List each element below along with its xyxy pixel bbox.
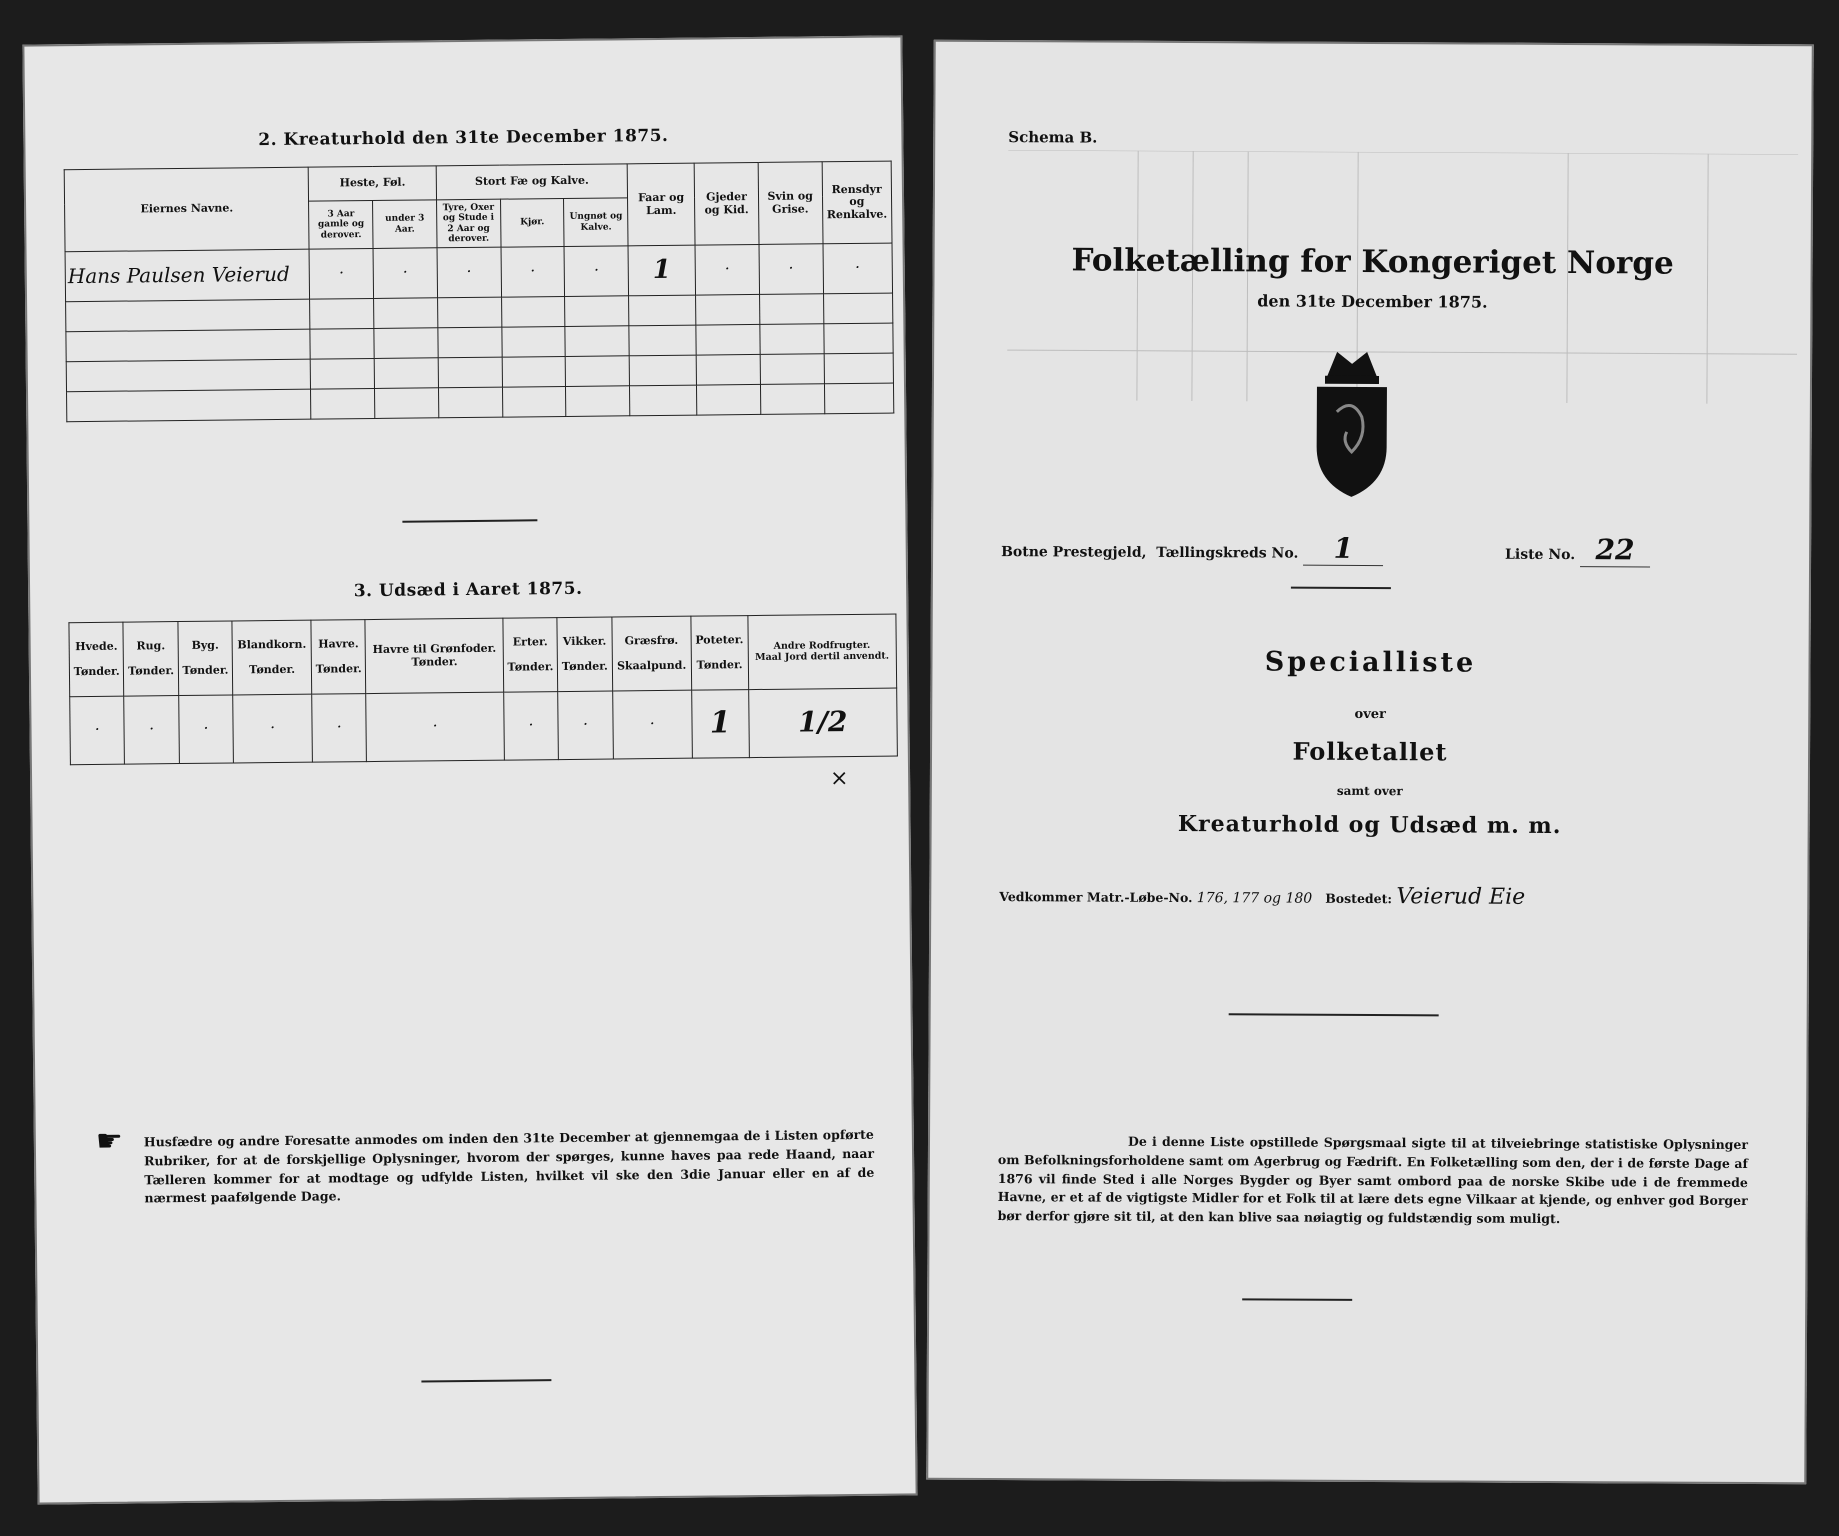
col-horses-under3: under 3 Aar. [373, 200, 437, 249]
seed-col-header: Blandkorn. Tønder. [232, 620, 312, 695]
seed-cell: · [504, 692, 559, 761]
seed-col-header: Havre. Tønder. [311, 620, 366, 695]
subtitle: den 31te December 1875. [1257, 291, 1488, 312]
divider [1291, 587, 1391, 589]
col-horses: Heste, Føl. [309, 166, 437, 201]
seed-col-header: Erter. Tønder. [503, 618, 558, 693]
special-title: Specialliste [1264, 646, 1477, 679]
divider [421, 1379, 551, 1382]
table-row [65, 243, 892, 302]
seed-cell: 1/2 [748, 688, 897, 758]
divider [402, 519, 537, 522]
livestock-cell: · [309, 248, 373, 299]
check-mark: × [829, 766, 849, 792]
livestock-table [64, 161, 895, 423]
owner-name: Hans Paulsen Veierud [65, 249, 310, 302]
col-owner: Eiernes Navne. [64, 167, 309, 252]
seed-cell: · [233, 694, 313, 763]
livestock-cell: · [501, 246, 565, 297]
seed-col-header: Græsfrø. Skaalpund. [612, 616, 692, 691]
livestock-cell: · [437, 247, 501, 298]
seed-col-header: Byg. Tønder. [178, 621, 233, 696]
livestock-cell: · [373, 248, 437, 299]
livestock-cell: · [759, 244, 823, 295]
col-goats: Gjeder og Kid. [694, 162, 759, 245]
matr-line: Vedkommer Matr.-Løbe-No. 176, 177 og 180 Bostedet: Veierud Eie [999, 884, 1526, 910]
seed-col-header: Havre til Grønfoder. Tønder. [365, 618, 503, 693]
section2-title: 2. Kreaturhold den 31te December 1875. [258, 125, 669, 151]
seed-col-header: Hvede. Tønder. [69, 622, 124, 697]
seed-cell: · [558, 691, 613, 760]
right-page [926, 40, 1814, 1485]
col-cattle-cows: Kjør. [500, 198, 564, 247]
district-line: Botne Prestegjeld, Tællingskreds No. 1 Liste No. 22 [1001, 530, 1650, 567]
schema-label: Schema B. [1008, 128, 1098, 147]
seed-col-header: Andre Rodfrugter. Maal Jord dertil anvendt. [747, 614, 896, 690]
coat-of-arms-icon [1296, 342, 1407, 503]
seed-cell: · [366, 692, 504, 761]
col-cattle-bulls: Tyre, Oxer og Stude i 2 Aar og derover. [436, 199, 500, 248]
seed-cell: 1 [692, 690, 749, 759]
livestock-cell: 1 [628, 245, 695, 296]
divider [1242, 1298, 1352, 1301]
seed-col-header: Vikker. Tønder. [557, 617, 612, 692]
seed-table [68, 614, 897, 766]
folketallet-text: Folketallet [1292, 736, 1448, 767]
pointing-hand-icon: ☛ [95, 1123, 123, 1159]
seed-cell: · [312, 694, 367, 763]
seed-cell: · [70, 696, 125, 765]
col-horses-3plus: 3 Aar gamle og derover. [309, 200, 373, 249]
col-cattle-young: Ungnøt og Kalve. [564, 198, 628, 247]
seed-cell: · [124, 696, 179, 765]
seed-cell: · [612, 690, 692, 759]
seed-col-header: Rug. Tønder. [123, 622, 178, 697]
livestock-cell: · [695, 244, 759, 295]
seed-col-header: Poteter. Tønder. [691, 616, 748, 691]
col-sheep: Faar og Lam. [627, 163, 695, 246]
main-title: Folketælling for Kongeriget Norge [1071, 242, 1674, 282]
table-row [70, 688, 898, 765]
divider [1229, 1013, 1439, 1016]
col-pigs: Svin og Grise. [758, 162, 823, 245]
livestock-cell: · [564, 246, 628, 297]
intro-paragraph: De i denne Liste opstillede Spørgsmaal sigte til at tilveiebringe statistiske Oplysninger om Befolkningsforholdene samt om Agerbrug og Fædrift. En Folketælling som den, der i de første Dage af 1876 vil finde Sted i alle Norges Bygder og Byer samt ombord paa de norske Skibe ude i de fremmede Havne, er et af de vigtigste Midler for et Folk til at lære dets egne Vilkaar at kjende, og enhver god Borger bør derfor gjøre sit til, at den kan blive saa nøiagtig og fuldstændig som muligt. [997, 1133, 1749, 1227]
left-page [22, 35, 917, 1504]
seed-cell: · [179, 695, 234, 764]
col-cattle: Stort Fæ og Kalve. [436, 164, 628, 200]
kreatur-text: Kreaturhold og Udsæd m. m. [1177, 810, 1562, 840]
section3-title: 3. Udsæd i Aaret 1875. [353, 578, 583, 602]
notice-text: Husfædre og andre Foresatte anmodes om inden den 31te December at gjennemgaa de i Listen opførte Rubriker, for at de forskjellige Oplysninger, hvorom der spørges, kunne haves paa rede Haand, naar Tælleren kommer for at modtage og udfylde Listen, hvilket vil ske den 3die Januar eller en af de nærmest paafølgende Dage. [143, 1126, 875, 1206]
livestock-cell: · [823, 243, 893, 294]
col-reindeer: Rensdyr og Renkalve. [822, 161, 892, 244]
samt-over-text: samt over [1336, 783, 1403, 799]
over-text: over [1354, 706, 1386, 723]
